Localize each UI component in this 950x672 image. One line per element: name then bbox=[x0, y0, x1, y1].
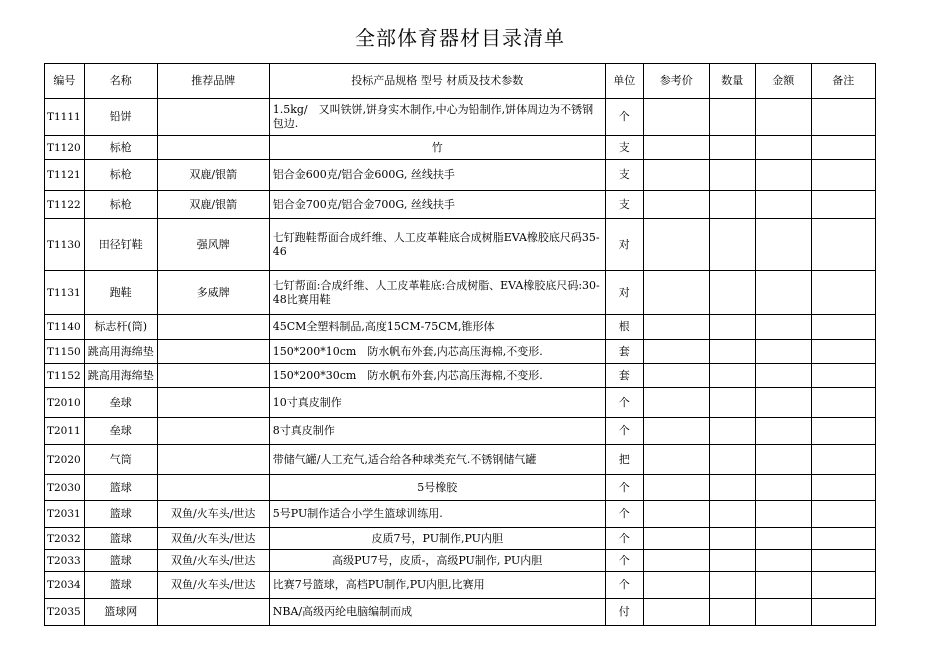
cell-brand bbox=[157, 364, 269, 388]
cell-ref-price bbox=[643, 315, 709, 340]
cell-remark bbox=[811, 364, 875, 388]
cell-brand: 双鱼/火车头/世达 bbox=[157, 528, 269, 550]
cell-unit: 对 bbox=[605, 271, 643, 315]
cell-remark bbox=[811, 599, 875, 626]
table-row bbox=[45, 388, 876, 418]
table-row bbox=[45, 271, 876, 315]
cell-brand bbox=[157, 99, 269, 136]
cell-brand: 双鱼/火车头/世达 bbox=[157, 501, 269, 528]
table-row bbox=[45, 475, 876, 501]
cell-name: 垒球 bbox=[84, 388, 157, 418]
cell-unit: 套 bbox=[605, 364, 643, 388]
cell-amount bbox=[755, 191, 811, 219]
cell-amount bbox=[755, 501, 811, 528]
cell-brand: 强风牌 bbox=[157, 219, 269, 271]
cell-code: T2020 bbox=[45, 445, 85, 475]
table-row bbox=[45, 501, 876, 528]
cell-code: T2030 bbox=[45, 475, 85, 501]
cell-spec: 1.5kg/ 又叫铁饼,饼身实木制作,中心为铅制作,饼体周边为不锈钢包边. bbox=[269, 99, 605, 136]
cell-quantity bbox=[709, 501, 755, 528]
cell-unit: 个 bbox=[605, 99, 643, 136]
table-row bbox=[45, 550, 876, 572]
table-row bbox=[45, 364, 876, 388]
table-row bbox=[45, 445, 876, 475]
cell-spec: 45CM全塑料制品,高度15CM-75CM,锥形体 bbox=[269, 315, 605, 340]
cell-ref-price bbox=[643, 271, 709, 315]
cell-remark bbox=[811, 315, 875, 340]
cell-brand bbox=[157, 388, 269, 418]
cell-quantity bbox=[709, 599, 755, 626]
cell-remark bbox=[811, 191, 875, 219]
cell-amount bbox=[755, 599, 811, 626]
cell-spec: 带储气罐/人工充气,适合给各种球类充气.不锈钢储气罐 bbox=[269, 445, 605, 475]
cell-code: T1121 bbox=[45, 160, 85, 191]
cell-spec: 比赛7号篮球，高档PU制作,PU内胆,比赛用 bbox=[269, 572, 605, 599]
cell-brand bbox=[157, 599, 269, 626]
cell-unit: 把 bbox=[605, 445, 643, 475]
cell-ref-price bbox=[643, 364, 709, 388]
cell-remark bbox=[811, 340, 875, 364]
cell-remark bbox=[811, 388, 875, 418]
cell-unit: 套 bbox=[605, 340, 643, 364]
cell-brand: 双鱼/火车头/世达 bbox=[157, 572, 269, 599]
cell-brand: 双鹿/银箭 bbox=[157, 191, 269, 219]
cell-remark bbox=[811, 271, 875, 315]
cell-amount bbox=[755, 388, 811, 418]
cell-brand bbox=[157, 418, 269, 445]
cell-name: 篮球 bbox=[84, 572, 157, 599]
cell-code: T2031 bbox=[45, 501, 85, 528]
cell-unit: 个 bbox=[605, 418, 643, 445]
cell-unit: 个 bbox=[605, 572, 643, 599]
cell-code: T1152 bbox=[45, 364, 85, 388]
cell-ref-price bbox=[643, 191, 709, 219]
cell-brand: 多威牌 bbox=[157, 271, 269, 315]
cell-code: T1111 bbox=[45, 99, 85, 136]
cell-ref-price bbox=[643, 136, 709, 160]
cell-quantity bbox=[709, 219, 755, 271]
cell-amount bbox=[755, 550, 811, 572]
cell-remark bbox=[811, 219, 875, 271]
cell-ref-price bbox=[643, 475, 709, 501]
cell-ref-price bbox=[643, 501, 709, 528]
cell-ref-price bbox=[643, 528, 709, 550]
cell-remark bbox=[811, 501, 875, 528]
cell-code: T1122 bbox=[45, 191, 85, 219]
header-quantity: 数量 bbox=[709, 64, 755, 99]
header-code: 编号 bbox=[45, 64, 85, 99]
cell-code: T1140 bbox=[45, 315, 85, 340]
cell-quantity bbox=[709, 271, 755, 315]
cell-brand bbox=[157, 475, 269, 501]
cell-code: T1120 bbox=[45, 136, 85, 160]
cell-remark bbox=[811, 445, 875, 475]
cell-spec: 皮质7号，PU制作,PU内胆 bbox=[269, 528, 605, 550]
cell-name: 篮球 bbox=[84, 475, 157, 501]
table-row bbox=[45, 160, 876, 191]
cell-unit: 支 bbox=[605, 191, 643, 219]
cell-amount bbox=[755, 528, 811, 550]
header-ref-price: 参考价 bbox=[643, 64, 709, 99]
cell-spec: 5号橡胶 bbox=[269, 475, 605, 501]
cell-unit: 个 bbox=[605, 475, 643, 501]
cell-quantity bbox=[709, 475, 755, 501]
cell-amount bbox=[755, 475, 811, 501]
cell-quantity bbox=[709, 572, 755, 599]
cell-amount bbox=[755, 418, 811, 445]
header-name: 名称 bbox=[84, 64, 157, 99]
cell-ref-price bbox=[643, 572, 709, 599]
table-row bbox=[45, 136, 876, 160]
cell-name: 篮球 bbox=[84, 528, 157, 550]
cell-ref-price bbox=[643, 388, 709, 418]
table-body bbox=[45, 99, 876, 626]
cell-brand: 双鹿/银箭 bbox=[157, 160, 269, 191]
cell-name: 篮球 bbox=[84, 501, 157, 528]
cell-code: T1131 bbox=[45, 271, 85, 315]
table-row bbox=[45, 191, 876, 219]
cell-spec: 高级PU7号，皮质-，高级PU制作, PU内胆 bbox=[269, 550, 605, 572]
cell-quantity bbox=[709, 388, 755, 418]
cell-unit: 根 bbox=[605, 315, 643, 340]
header-row bbox=[45, 64, 876, 99]
cell-name: 篮球网 bbox=[84, 599, 157, 626]
cell-spec: 8寸真皮制作 bbox=[269, 418, 605, 445]
cell-amount bbox=[755, 136, 811, 160]
cell-quantity bbox=[709, 550, 755, 572]
cell-ref-price bbox=[643, 445, 709, 475]
table-row bbox=[45, 572, 876, 599]
cell-name: 田径钉鞋 bbox=[84, 219, 157, 271]
cell-code: T2034 bbox=[45, 572, 85, 599]
cell-quantity bbox=[709, 191, 755, 219]
cell-name: 标枪 bbox=[84, 191, 157, 219]
cell-ref-price bbox=[643, 599, 709, 626]
cell-ref-price bbox=[643, 160, 709, 191]
cell-quantity bbox=[709, 364, 755, 388]
header-unit: 单位 bbox=[605, 64, 643, 99]
cell-spec: 竹 bbox=[269, 136, 605, 160]
cell-unit: 个 bbox=[605, 550, 643, 572]
cell-amount bbox=[755, 364, 811, 388]
cell-unit: 个 bbox=[605, 501, 643, 528]
cell-remark bbox=[811, 418, 875, 445]
cell-remark bbox=[811, 528, 875, 550]
page-title: 全部体育器材目录清单 bbox=[355, 26, 565, 50]
cell-remark bbox=[811, 475, 875, 501]
table-row bbox=[45, 99, 876, 136]
cell-spec: NBA/高级丙纶电脑编制而成 bbox=[269, 599, 605, 626]
cell-amount bbox=[755, 99, 811, 136]
table-row bbox=[45, 315, 876, 340]
cell-code: T2035 bbox=[45, 599, 85, 626]
table-row bbox=[45, 418, 876, 445]
header-brand: 推荐品牌 bbox=[157, 64, 269, 99]
header-amount: 金额 bbox=[755, 64, 811, 99]
cell-spec: 铝合金700克/铝合金700G, 丝线扶手 bbox=[269, 191, 605, 219]
header-remark: 备注 bbox=[811, 64, 875, 99]
cell-quantity bbox=[709, 528, 755, 550]
table-row bbox=[45, 340, 876, 364]
cell-remark bbox=[811, 136, 875, 160]
cell-amount bbox=[755, 445, 811, 475]
cell-ref-price bbox=[643, 418, 709, 445]
cell-code: T1130 bbox=[45, 219, 85, 271]
cell-code: T2010 bbox=[45, 388, 85, 418]
table-row bbox=[45, 528, 876, 550]
cell-amount bbox=[755, 271, 811, 315]
cell-spec: 七钉帮面:合成纤维、人工皮革鞋底:合成树脂、EVA橡胶底尺码:30-48比赛用鞋 bbox=[269, 271, 605, 315]
cell-remark bbox=[811, 572, 875, 599]
cell-spec: 10寸真皮制作 bbox=[269, 388, 605, 418]
cell-amount bbox=[755, 340, 811, 364]
cell-unit: 个 bbox=[605, 528, 643, 550]
cell-quantity bbox=[709, 340, 755, 364]
cell-amount bbox=[755, 160, 811, 191]
table-row bbox=[45, 219, 876, 271]
cell-spec: 5号PU制作适合小学生篮球训练用. bbox=[269, 501, 605, 528]
cell-amount bbox=[755, 572, 811, 599]
cell-remark bbox=[811, 550, 875, 572]
header-spec: 投标产品规格 型号 材质及技术参数 bbox=[269, 64, 605, 99]
cell-spec: 七钉跑鞋帮面合成纤维、人工皮革鞋底合成树脂EVA橡胶底尺码35-46 bbox=[269, 219, 605, 271]
cell-name: 标枪 bbox=[84, 136, 157, 160]
cell-remark bbox=[811, 99, 875, 136]
cell-unit: 付 bbox=[605, 599, 643, 626]
table-row bbox=[45, 599, 876, 626]
cell-amount bbox=[755, 219, 811, 271]
cell-brand bbox=[157, 445, 269, 475]
cell-brand: 双鱼/火车头/世达 bbox=[157, 550, 269, 572]
cell-brand bbox=[157, 340, 269, 364]
cell-quantity bbox=[709, 418, 755, 445]
cell-quantity bbox=[709, 315, 755, 340]
cell-unit: 支 bbox=[605, 136, 643, 160]
cell-ref-price bbox=[643, 219, 709, 271]
cell-name: 垒球 bbox=[84, 418, 157, 445]
cell-code: T2033 bbox=[45, 550, 85, 572]
cell-name: 标志杆(筒) bbox=[84, 315, 157, 340]
cell-unit: 支 bbox=[605, 160, 643, 191]
cell-spec: 铝合金600克/铝合金600G, 丝线扶手 bbox=[269, 160, 605, 191]
cell-unit: 对 bbox=[605, 219, 643, 271]
cell-ref-price bbox=[643, 340, 709, 364]
cell-remark bbox=[811, 160, 875, 191]
cell-name: 标枪 bbox=[84, 160, 157, 191]
cell-spec: 150*200*10cm 防水帆布外套,内芯高压海棉,不变形. bbox=[269, 340, 605, 364]
cell-name: 篮球 bbox=[84, 550, 157, 572]
cell-brand bbox=[157, 315, 269, 340]
cell-ref-price bbox=[643, 550, 709, 572]
cell-brand bbox=[157, 136, 269, 160]
cell-code: T2011 bbox=[45, 418, 85, 445]
cell-quantity bbox=[709, 136, 755, 160]
cell-quantity bbox=[709, 445, 755, 475]
cell-name: 铅饼 bbox=[84, 99, 157, 136]
cell-amount bbox=[755, 315, 811, 340]
cell-name: 跑鞋 bbox=[84, 271, 157, 315]
cell-name: 气筒 bbox=[84, 445, 157, 475]
cell-unit: 个 bbox=[605, 388, 643, 418]
cell-quantity bbox=[709, 99, 755, 136]
cell-ref-price bbox=[643, 99, 709, 136]
equipment-table bbox=[44, 63, 876, 626]
cell-code: T1150 bbox=[45, 340, 85, 364]
cell-code: T2032 bbox=[45, 528, 85, 550]
cell-name: 跳高用海绵垫 bbox=[84, 340, 157, 364]
cell-quantity bbox=[709, 160, 755, 191]
cell-spec: 150*200*30cm 防水帆布外套,内芯高压海棉,不变形. bbox=[269, 364, 605, 388]
cell-name: 跳高用海绵垫 bbox=[84, 364, 157, 388]
